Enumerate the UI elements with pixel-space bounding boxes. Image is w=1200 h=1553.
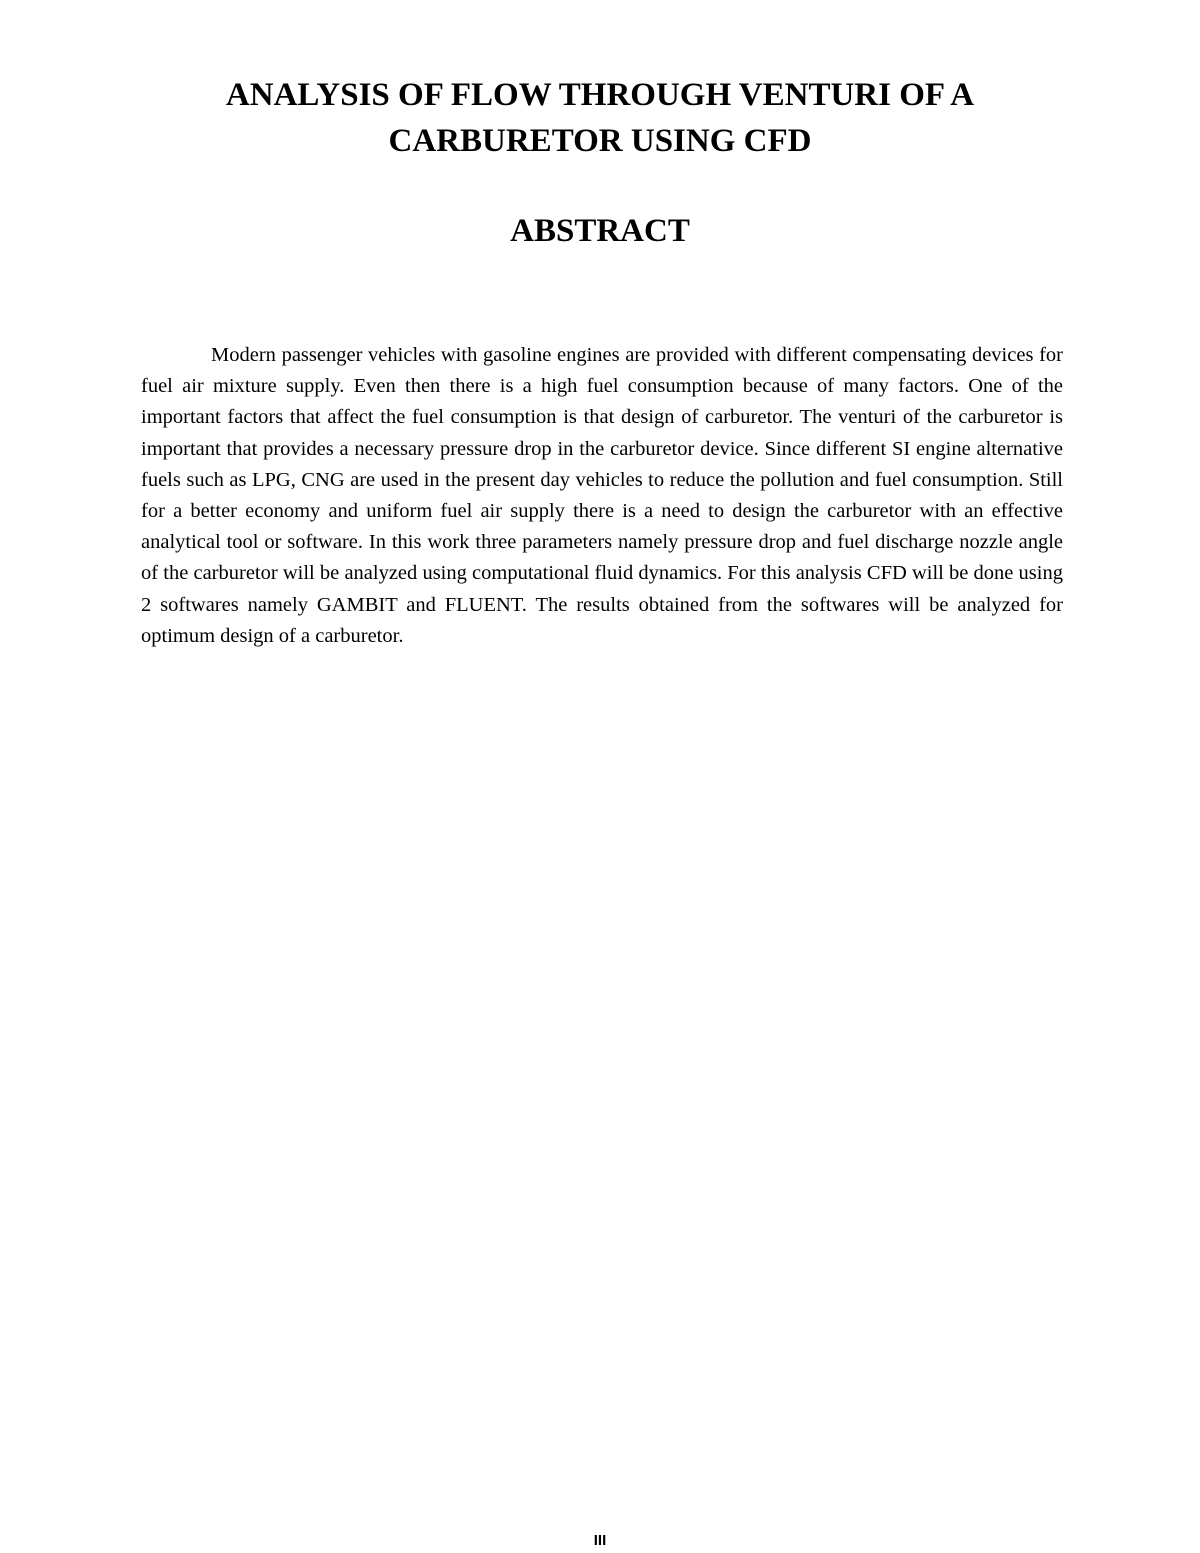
document-title-line-2: CARBURETOR USING CFD xyxy=(388,123,812,159)
page-number: III xyxy=(593,1532,607,1549)
document-title xyxy=(0,72,1200,164)
abstract-heading: ABSTRACT xyxy=(510,213,690,249)
document-title-line-1: ANALYSIS OF FLOW THROUGH VENTURI OF A xyxy=(225,77,975,113)
abstract-paragraph: Modern passenger vehicles with gasoline engines are provided with different compensating devices for fuel air mixture supply. Even then there is a high fuel consumption because of many factors. One of the important factors that affect the fuel consumption is that design of carburetor. The venturi of the carburetor is important that provides a necessary pressure drop in the carburetor device. Since different SI engine alternative fuels such as LPG, CNG are used in the present day vehicles to reduce the pollution and fuel consumption. Still for a better economy and uniform fuel air supply there is a need to design the carburetor with an effective analytical tool or software. In this work three parameters namely pressure drop and fuel discharge nozzle angle of the carburetor will be analyzed using computational fluid dynamics. For this analysis CFD will be done using 2 softwares namely GAMBIT and FLUENT. The results obtained from the softwares will be analyzed for optimum design of a carburetor. xyxy=(141,344,1063,647)
